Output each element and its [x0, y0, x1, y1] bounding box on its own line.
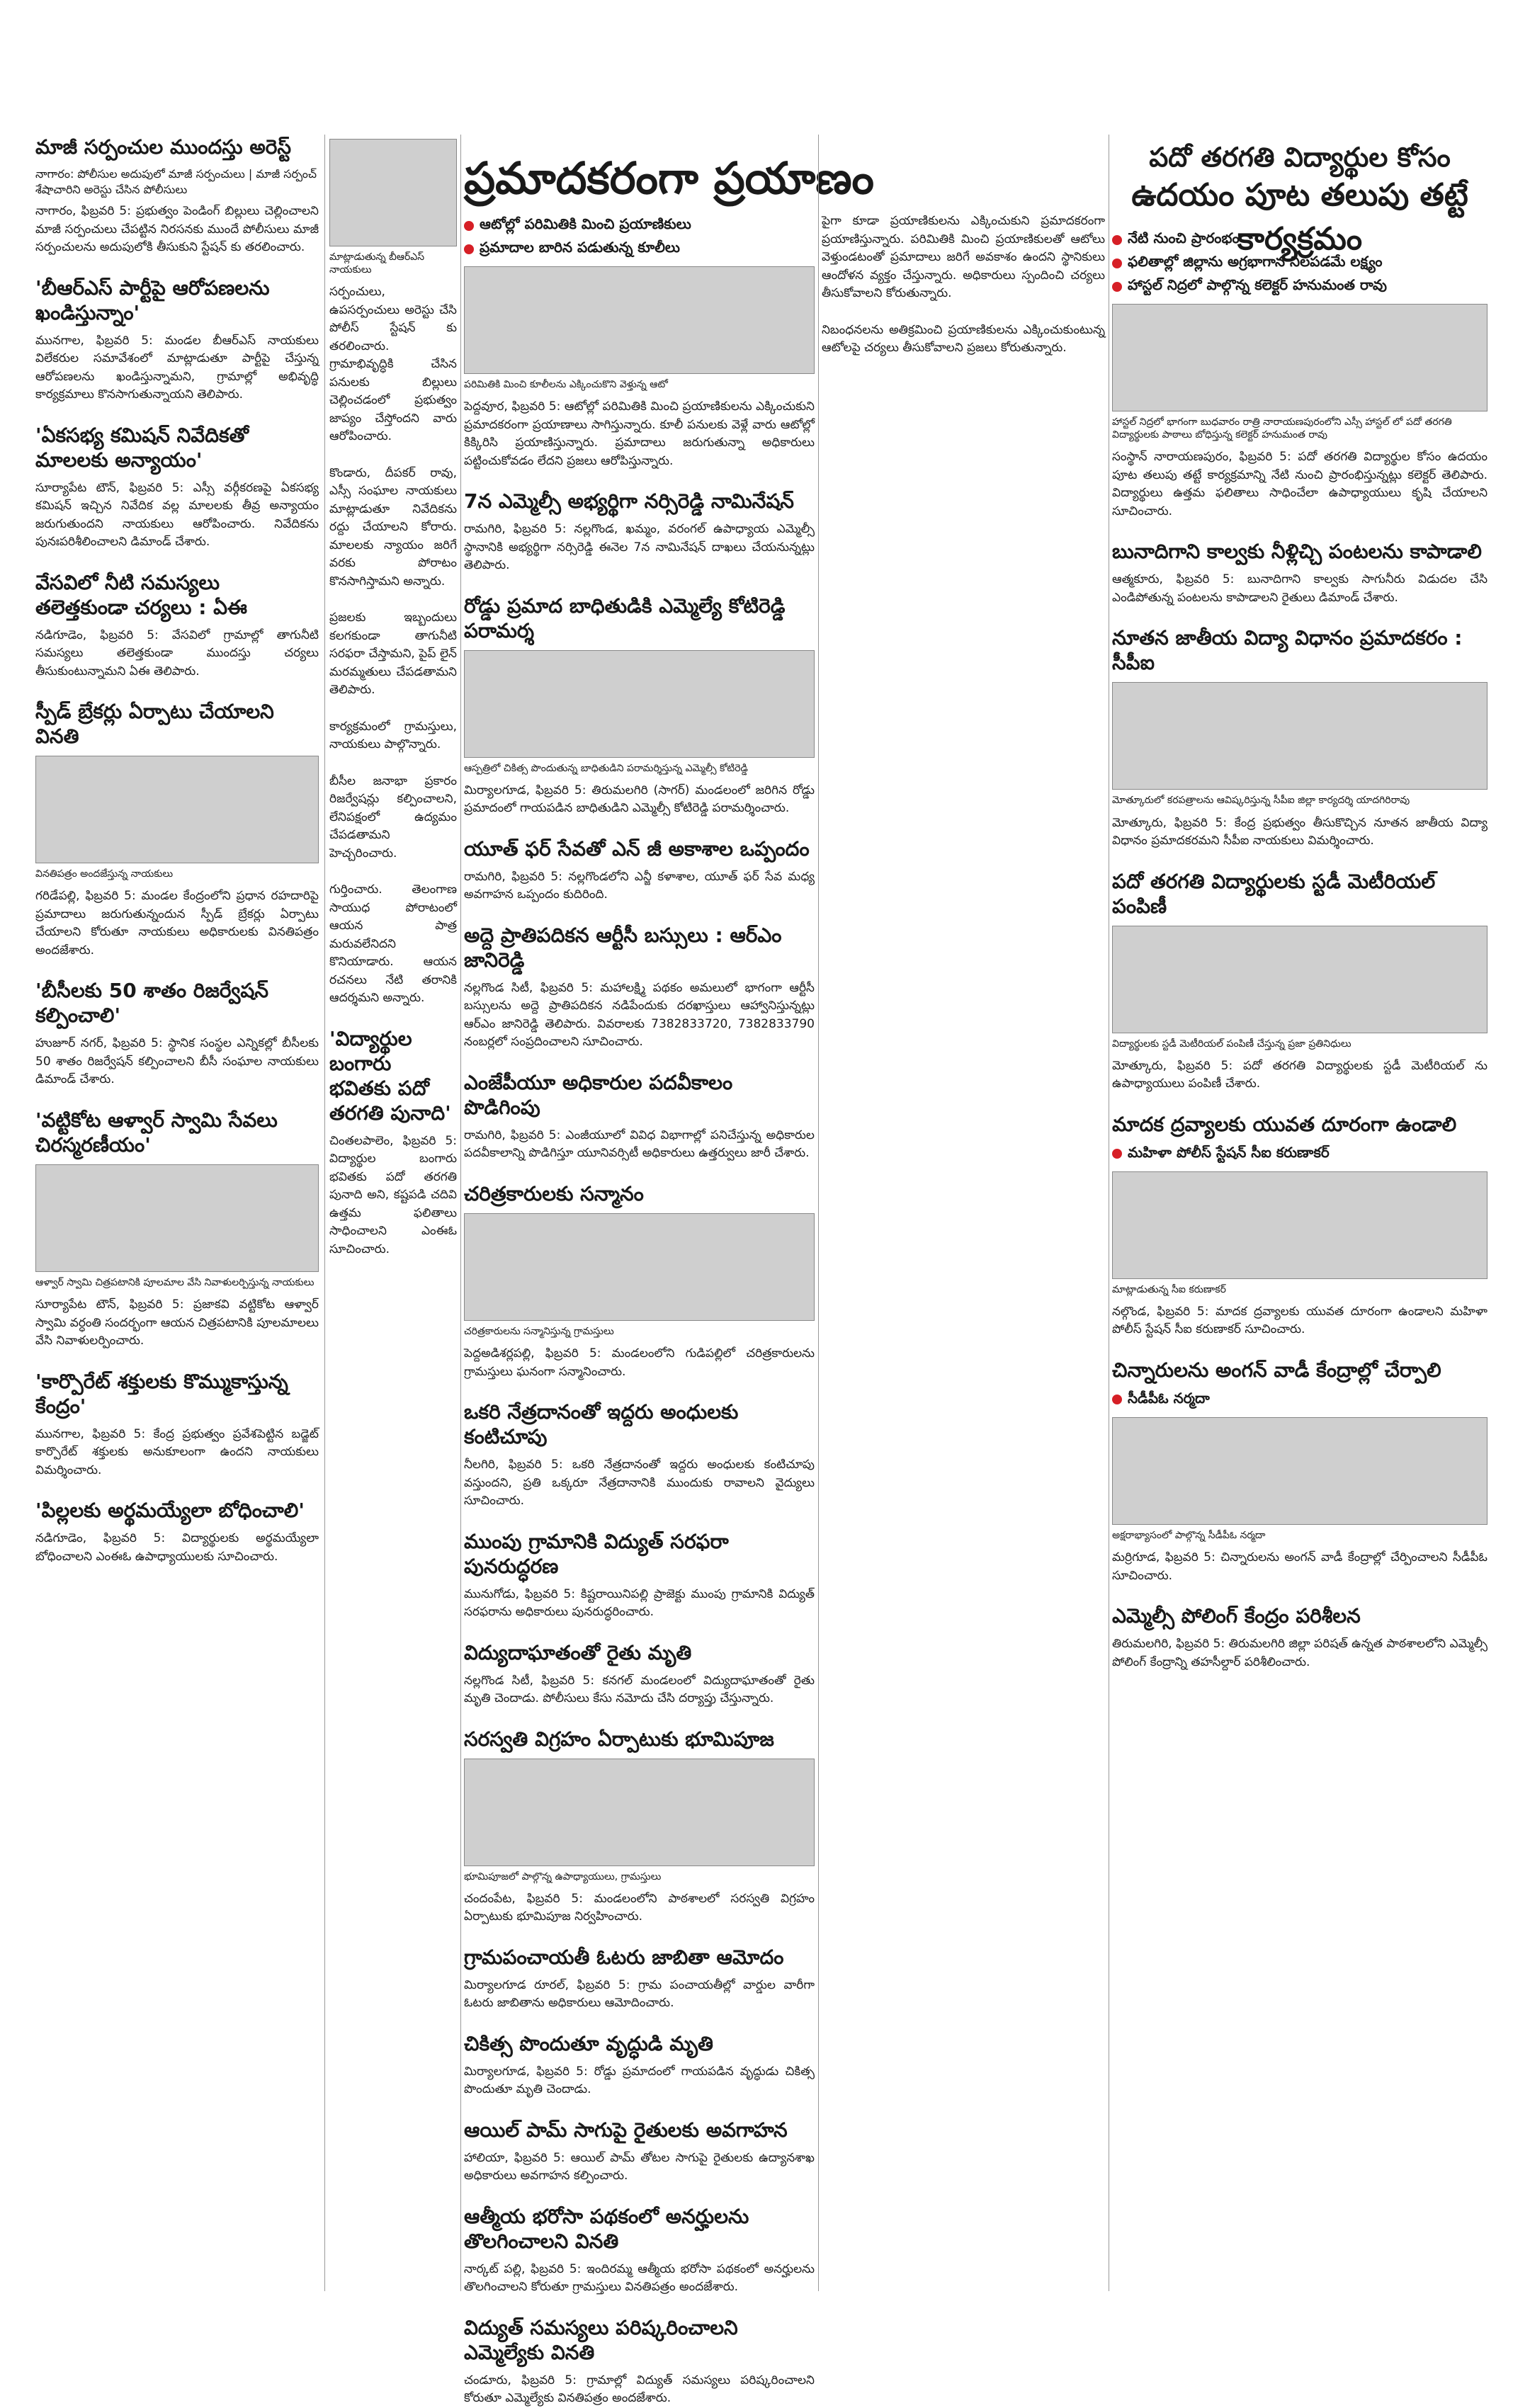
- article-headline: చికిత్స పొందుతూ వృద్ధుడి మృతి: [464, 2031, 713, 2055]
- article: [822, 322, 1105, 358]
- article-headline: రోడ్డు ప్రమాద బాధితుడికి ఎమ్మెల్యే కోటిరెడ్డి పరామర్శ: [464, 594, 786, 642]
- article-body: మిర్యాలగూడ, ఫిబ్రవరి 5: తిరుమలగిరి (సాగర్) మండలంలో జరిగిన రోడ్డు ప్రమాదంలో గాయపడిన బాధితుడిని ఎమ్మెల్సీ కోటిరెడ్డి పరామర్శించారు.: [464, 783, 815, 816]
- article-headline: 'కార్పొరేట్ శక్తులకు కొమ్ముకాస్తున్న కేంద్రం': [35, 1369, 288, 1418]
- article-headline: 'వట్టికోట ఆళ్వార్ స్వామి సేవలు చిరస్మరణీయం': [35, 1108, 278, 1157]
- article: [1112, 539, 1488, 607]
- article: [329, 718, 457, 754]
- photo-caption: వినతిపత్రం అందజేస్తున్న నాయకులు: [35, 868, 174, 880]
- article-headline: బునాదిగాని కాల్వకు నీళ్లిచ్చి పంటలను కాపాడాలి: [1112, 540, 1482, 564]
- article-body: ప్రజలకు ఇబ్బందులు కలగకుండా తాగునీటి సరఫరా చేస్తామని, పైప్ లైన్ మరమ్మతులు చేపడతామని తెలిపారు.: [329, 610, 457, 698]
- article-body: హుజూర్ నగర్, ఫిబ్రవరి 5: స్థానిక సంస్థల ఎన్నికల్లో బీసీలకు 50 శాతం రిజర్వేషన్ కల్పించాలని బీసీ సంఘాల నాయకులు డిమాండ్ చేశారు.: [35, 1036, 319, 1087]
- article-headline: యూత్ ఫర్ సేవతో ఎన్ జీ అకాశాల ఒప్పందం: [464, 836, 810, 861]
- main-headline: ప్రమాదకరంగా ప్రయాణం: [464, 152, 874, 204]
- column-2: [329, 135, 457, 2291]
- right-headline-line2: ఉదయం పూట తలుపు తట్టే కార్యక్రమం: [1131, 177, 1468, 257]
- photo-caption: మోత్కూరులో కరపత్రాలను ఆవిష్కరిస్తున్న సీపీఐ జిల్లా కార్యదర్శి యాదగిరిరావు: [1112, 795, 1410, 807]
- article-headline: పదో తరగతి విద్యార్థులకు స్టడీ మెటీరియల్ పంపిణీ: [1112, 869, 1436, 918]
- news-photo: [1112, 682, 1488, 790]
- article: [464, 2315, 815, 2408]
- article: [329, 881, 457, 1008]
- photo-caption: భూమిపూజలో పాల్గొన్న ఉపాధ్యాయులు, గ్రామస్తులు: [464, 1870, 662, 1882]
- article-body: బీసీల జనాభా ప్రకారం రిజర్వేషన్లు కల్పించాలని, లేనిపక్షంలో ఉద్యమం చేపడతామని హెచ్చరించారు.: [329, 773, 457, 861]
- article-headline: సరస్వతి విగ్రహం ఏర్పాటుకు భూమిపూజ: [464, 1727, 774, 1751]
- article-headline: 'బీఆర్ఎస్ పార్టీపై ఆరోపణలను ఖండిస్తున్నాం': [35, 276, 270, 324]
- article: [464, 594, 815, 818]
- photo-caption: హాస్టల్ నిద్రలో భాగంగా బుధవారం రాత్రి నారాయణపురంలోని ఎస్సీ హాస్టల్ లో పదో తరగతి విద్యార్థులకు పాఠాలు బోధిస్తున్న కలెక్టర్ హనుమంత రావు: [1112, 416, 1452, 441]
- article: [329, 1026, 457, 1259]
- article: [464, 836, 815, 904]
- article-body: గరిడేపల్లి, ఫిబ్రవరి 5: మండల కేంద్రంలోని ప్రధాన రహదారిపై ప్రమాదాలు జరుగుతున్నందున స్పీడ్ బ్రేకర్లు ఏర్పాటు చేయాలని కోరుతూ నాయకులు అధికారులకు వినతిపత్రం అందజేశారు.: [35, 889, 319, 958]
- photo-caption: విద్యార్థులకు స్టడీ మెటీరియల్ పంపిణీ చేస్తున్న ప్రజా ప్రతినిధులు: [1112, 1038, 1352, 1050]
- article-body: రామగిరి, ఫిబ్రవరి 5: నల్లగొండలోని ఎన్జీ కళాశాల, యూత్ ఫర్ సేవ మధ్య అవగాహన ఒప్పందం కుదిరింది.: [464, 869, 815, 902]
- article-body: కార్యక్రమంలో గ్రామస్తులు, నాయకులు పాల్గొన్నారు.: [329, 719, 457, 752]
- article-body: ఆత్మకూరు, ఫిబ్రవరి 5: బునాదిగాని కాల్వకు సాగునీరు విడుదల చేసి ఎండిపోతున్న పంటలను కాపాడాలని రైతులు డిమాండ్ చేశారు.: [1112, 572, 1488, 605]
- article: [35, 276, 319, 404]
- column-3: [464, 212, 815, 2406]
- article-headline: స్పీడ్ బ్రేకర్లు ఏర్పాటు చేయాలని వినతి: [35, 700, 274, 749]
- article-headline: ఆయిల్ పామ్ సాగుపై రైతులకు అవగాహన: [464, 2118, 788, 2142]
- article-subheadline: నాగారం: పోలీసుల అదుపులో మాజీ సర్పంచులు | మాజీ సర్పంచ్ శేషాచారిని అరెస్టు చేసిన పోలీసులు: [35, 167, 317, 196]
- photo-caption: మాట్లాడుతున్న బీఆర్ఎస్ నాయకులు: [329, 251, 425, 276]
- bullet-text: ప్రమాదాల బారిన పడుతున్న కూలీలు: [480, 239, 680, 256]
- article: [464, 2204, 815, 2297]
- article: [35, 1108, 319, 1351]
- article: [1112, 1112, 1488, 1339]
- bullet-text: ఆటోల్లో పరిమితికి మించి ప్రయాణికులు: [480, 215, 691, 232]
- article-headline: అద్దె ప్రాతిపదికన ఆర్టీసీ బస్సులు : ఆర్ఎం జానిరెడ్డి: [464, 923, 782, 972]
- article: [464, 215, 815, 470]
- article: [35, 1498, 319, 1566]
- article-headline: మాజీ సర్పంచుల ముందస్తు అరెస్ట్: [35, 135, 292, 159]
- column-divider: [460, 135, 461, 2291]
- article: [464, 1399, 815, 1511]
- bullet-list: [1112, 1144, 1488, 1164]
- article-headline: ఎంజేపీయూ అధికారుల పదవీకాలం పొడిగింపు: [464, 1070, 733, 1119]
- bullet-item: [464, 215, 815, 236]
- article: [329, 465, 457, 591]
- article-body: పైగా కూడా ప్రయాణికులను ఎక్కించుకుని ప్రమాదకరంగా ప్రయాణిస్తున్నారు. పరిమితికి మించి ప్రయాణికులతో ఆటోలు వెళ్తుండటంతో ప్రమాదాలు జరిగే అవకాశం ఉందని స్థానికులు ఆందోళన వ్యక్తం చేస్తున్నారు. అధికారులు స్పందించి చర్యలు తీసుకోవాలని కోరుతున్నారు.: [822, 214, 1105, 300]
- article: [329, 609, 457, 700]
- bullet-text: ఫలితాల్లో జిల్లాను అగ్రభాగాన నిలపడమే లక్ష్యం: [1128, 253, 1383, 270]
- bullet-item: [464, 239, 815, 259]
- article-body: నార్కట్ పల్లి, ఫిబ్రవరి 5: ఇందిరమ్మ ఆత్మీయ భరోసా పథకంలో అనర్హులను తొలగించాలని కోరుతూ గ్రామస్తులు వినతిపత్రం అందజేశారు.: [464, 2261, 815, 2295]
- news-photo: [464, 1759, 815, 1866]
- photo-caption: ఆస్పత్రిలో చికిత్స పొందుతున్న బాధితుడిని పరామర్శిస్తున్న ఎమ్మెల్సీ కోటిరెడ్డి: [464, 762, 748, 774]
- article-body: సూర్యాపేట టౌన్, ఫిబ్రవరి 5: ప్రజాకవి వట్టికోట ఆళ్వార్ స్వామి వర్ధంతి సందర్భంగా ఆయన చిత్రపటానికి పూలమాలలు వేసి నివాళులర్పించారు.: [35, 1297, 319, 1348]
- article-body: నల్లగొండ సిటీ, ఫిబ్రవరి 5: మహాలక్ష్మి పథకం అమలులో భాగంగా ఆర్టీసీ బస్సులను అద్దె ప్రాతిపదికన నడిపేందుకు దరఖాస్తులు ఆహ్వానిస్తున్నట్లు ఆర్ఎం జానిరెడ్డి తెలిపారు. వివరాలకు 7382833720, 7382833790 నంబర్లలో సంప్రదించాలని సూచించారు.: [464, 980, 815, 1050]
- article: [464, 1945, 815, 2013]
- article-headline: మాదక ద్రవ్యాలకు యువత దూరంగా ఉండాలి: [1112, 1112, 1457, 1136]
- article: [464, 2031, 815, 2099]
- bullet-text: మహిళా పోలీస్ స్టేషన్ సీఐ కరుణాకర్: [1128, 1143, 1330, 1161]
- article-body: హాలియా, ఫిబ్రవరి 5: ఆయిల్ పామ్ తోటల సాగుపై రైతులకు ఉద్యానశాఖ అధికారులు అవగాహన కల్పించారు.: [464, 2150, 815, 2183]
- article-headline: 7న ఎమ్మెల్సీ అభ్యర్థిగా నర్సిరెడ్డి నామినేషన్: [464, 489, 794, 513]
- column-4: [822, 212, 1105, 2291]
- article-headline: చిన్నారులను అంగన్ వాడీ కేంద్రాల్లో చేర్పాలి: [1112, 1358, 1441, 1382]
- bullet-dot-icon: [1112, 1149, 1122, 1159]
- article-headline: నూతన జాతీయ విద్యా విధానం ప్రమాదకరం : సీపీఐ: [1112, 626, 1463, 675]
- photo-caption: ఆళ్వార్ స్వామి చిత్రపటానికి పూలమాల వేసి నివాళులర్పిస్తున్న నాయకులు: [35, 1276, 314, 1288]
- article-body: నాగారం, ఫిబ్రవరి 5: ప్రభుత్వం పెండింగ్ బిల్లులు చెల్లించాలని మాజీ సర్పంచులు చేపట్టిన నిరసనకు ముందే పోలీసులు మాజీ సర్పంచులను అదుపులోకి తీసుకుని స్టేషన్ కు తరలించారు.: [35, 204, 319, 255]
- article-body: సూర్యాపేట టౌన్, ఫిబ్రవరి 5: ఎస్సీ వర్గీకరణపై ఏకసభ్య కమిషన్ ఇచ్చిన నివేదిక వల్ల మాలలకు తీవ్ర అన్యాయం జరుగుతుందని నాయకులు ఆరోపించారు. నివేదికను పునఃపరిశీలించాలని డిమాండ్ చేశారు.: [35, 480, 319, 550]
- news-photo: [1112, 1171, 1488, 1279]
- bullet-dot-icon: [464, 221, 474, 231]
- bullet-item: [1112, 1390, 1488, 1410]
- bullet-item: [1112, 276, 1488, 297]
- article-headline: ముంపు గ్రామానికి విద్యుత్ సరఫరా పునరుద్ధరణ: [464, 1529, 729, 1578]
- right-headline-line1: పదో తరగతి విద్యార్థుల కోసం: [1149, 142, 1451, 173]
- article-headline: ఎమ్మెల్సీ పోలింగ్ కేంద్రం పరిశీలన: [1112, 1604, 1361, 1628]
- article: [35, 699, 319, 960]
- news-photo: [1112, 1417, 1488, 1525]
- article: [464, 923, 815, 1052]
- article-body: రామగిరి, ఫిబ్రవరి 5: ఎంజీయూలో వివిధ విభాగాల్లో పనిచేస్తున్న అధికారుల పదవీకాలాన్ని పొడిగిస్తూ యూనివర్సిటీ అధికారులు ఉత్తర్వులు జారీ చేశారు.: [464, 1128, 815, 1161]
- column-divider: [324, 135, 325, 2291]
- article-body: పెద్దఅడిశర్లపల్లి, ఫిబ్రవరి 5: మండలంలోని గుడిపల్లిలో చరిత్రకారులను గ్రామస్తులు ఘనంగా సన్మానించారు.: [464, 1346, 815, 1379]
- article-headline: విద్యుత్ సమస్యలు పరిష్కరించాలని ఎమ్మెల్యేకు వినతి: [464, 2315, 738, 2364]
- article: [822, 212, 1105, 303]
- bullet-list: [1112, 1390, 1488, 1410]
- bullet-dot-icon: [1112, 1395, 1122, 1404]
- article: [464, 1529, 815, 1622]
- article-body: నడిగూడెం, ఫిబ్రవరి 5: వేసవిలో గ్రామాల్లో తాగునీటి సమస్యలు తలెత్తకుండా ముందస్తు చర్యలు తీసుకుంటున్నామని ఏఈ తెలిపారు.: [35, 627, 319, 678]
- bullet-item: [1112, 1144, 1488, 1164]
- article-body: నిబంధనలను అతిక్రమించి ప్రయాణికులను ఎక్కించుకుంటున్న ఆటోలపై చర్యలు తీసుకోవాలని ప్రజలు కోరుతున్నారు.: [822, 322, 1105, 355]
- article-headline: విద్యుదాఘాతంతో రైతు మృతి: [464, 1640, 692, 1664]
- article: [35, 1369, 319, 1480]
- article-headline: 'బీసీలకు 50 శాతం రిజర్వేషన్ కల్పించాలి': [35, 979, 268, 1028]
- photo-caption: పరిమితికి మించి కూలీలను ఎక్కించుకొని వెళ్తున్న ఆటో: [464, 379, 668, 390]
- article-body: మోత్కూరు, ఫిబ్రవరి 5: కేంద్ర ప్రభుత్వం తీసుకొచ్చిన నూతన జాతీయ విద్యా విధానం ప్రమాదకరమని సీపీఐ నాయకులు విమర్శించారు.: [1112, 815, 1488, 848]
- bullet-text: సీడీపీఓ నర్మదా: [1128, 1389, 1210, 1407]
- article-body: పెద్దవూర, ఫిబ్రవరి 5: ఆటోల్లో పరిమితికి మించి ప్రయాణికులను ఎక్కించుకుని ప్రమాదకరంగా ప్రయాణాలు సాగిస్తున్నారు. కూలీ పనులకు వెళ్లే వారు ఆటోల్లో కిక్కిరిసి ప్రయాణిస్తున్నారు. ప్రమాదాలు జరుగుతున్నా అధికారులు పట్టించుకోవడం లేదని ప్రజలు ఆరోపిస్తున్నారు.: [464, 399, 815, 468]
- photo-caption: చరిత్రకారులను సన్మానిస్తున్న గ్రామస్తులు: [464, 1325, 614, 1337]
- column-divider: [818, 135, 819, 2291]
- article-headline: 'విద్యార్థుల బంగారు భవితకు పదో తరగతి పునాది': [329, 1026, 451, 1125]
- article-headline: చరిత్రకారులకు సన్మానం: [464, 1181, 644, 1205]
- column-1: [35, 135, 319, 2291]
- article-headline: వేసవిలో నీటి సమస్యలు తలెత్తకుండా చర్యలు : ఏఈ: [35, 570, 247, 619]
- news-photo: [1112, 304, 1488, 411]
- article-body: రామగిరి, ఫిబ్రవరి 5: నల్లగొండ, ఖమ్మం, వరంగల్ ఉపాధ్యాయ ఎమ్మెల్సీ స్థానానికి అభ్యర్థిగా నర్సిరెడ్డి ఈనెల 7న నామినేషన్ దాఖలు చేయనున్నట్లు తెలిపారు.: [464, 522, 815, 573]
- article-body: మిర్యాలగూడ రూరల్, ఫిబ్రవరి 5: గ్రామ పంచాయతీల్లో వార్డుల వారీగా ఓటరు జాబితాను అధికారులు ఆమోదించారు.: [464, 1977, 815, 2011]
- article-headline: 'ఏకసభ్య కమిషన్ నివేదికతో మాలలకు అన్యాయం': [35, 423, 249, 472]
- news-photo: [35, 756, 319, 863]
- column-5: [1112, 227, 1488, 2291]
- article-body: మునగాల, ఫిబ్రవరి 5: కేంద్ర ప్రభుత్వం ప్రవేశపెట్టిన బడ్జెట్ కార్పొరేట్ శక్తులకు అనుకూలంగా ఉందని నాయకులు విమర్శించారు.: [35, 1426, 319, 1477]
- news-photo: [464, 1213, 815, 1321]
- bullet-item: [1112, 253, 1488, 273]
- article-body: నల్గొండ, ఫిబ్రవరి 5: మాదక ద్రవ్యాలకు యువత దూరంగా ఉండాలని మహిళా పోలీస్ స్టేషన్ సీఐ కరుణాకర్ సూచించారు.: [1112, 1304, 1488, 1337]
- article: [464, 1070, 815, 1163]
- article-body: కొండారు, దీపకర్ రావు, ఎస్సీ సంఘాల నాయకులు మాట్లాడుతూ నివేదికను రద్దు చేయాలని కోరారు. మాలలకు న్యాయం జరిగే వరకు పోరాటం కొనసాగిస్తామని అన్నారు.: [329, 465, 457, 589]
- article-headline: 'పిల్లలకు అర్థమయ్యేలా బోధించాలి': [35, 1499, 305, 1523]
- article-body: మోత్కూరు, ఫిబ్రవరి 5: పదో తరగతి విద్యార్థులకు స్టడీ మెటీరియల్ ను ఉపాధ్యాయులు పంపిణీ చేశారు.: [1112, 1058, 1488, 1091]
- bullet-text: నేటి నుంచి ప్రారంభం: [1128, 229, 1240, 246]
- article-headline: గ్రామపంచాయతీ ఓటరు జాబితా ఆమోదం: [464, 1945, 784, 1969]
- article-body: మునుగోడు, ఫిబ్రవరి 5: కిష్టరాయినిపల్లి ప్రాజెక్టు ముంపు గ్రామానికి విద్యుత్ సరఫరాను అధికారులు పునరుద్ధరించారు.: [464, 1586, 815, 1620]
- news-photo: [329, 139, 457, 246]
- article: [1112, 229, 1488, 521]
- bullet-list: [464, 215, 815, 259]
- article-body: నల్లగొండ సిటీ, ఫిబ్రవరి 5: కనగల్ మండలంలో విద్యుదాఘాతంతో రైతు మృతి చెందాడు. పోలీసులు కేసు నమోదు చేసి దర్యాప్తు చేస్తున్నారు.: [464, 1673, 815, 1706]
- article-body: గుర్తించారు. తెలంగాణ సాయుధ పోరాటంలో ఆయన పాత్ర మరువలేనిదని కొనియాడారు. ఆయన రచనలు నేటి తరానికి ఆదర్శమని అన్నారు.: [329, 882, 457, 1006]
- news-photo: [1112, 926, 1488, 1033]
- article: [464, 2118, 815, 2186]
- article: [1112, 1603, 1488, 1671]
- article: [329, 139, 457, 446]
- article: [1112, 1358, 1488, 1585]
- article: [35, 423, 319, 552]
- bullet-text: హాస్టల్ నిద్రలో పాల్గొన్న కలెక్టర్ హనుమంత రావు: [1128, 276, 1387, 293]
- article: [1112, 869, 1488, 1094]
- article-body: సంస్థాన్ నారాయణపురం, ఫిబ్రవరి 5: పదో తరగతి విద్యార్థుల కోసం ఉదయం పూట తలుపు తట్టే కార్యక్రమాన్ని నేటి నుంచి ప్రారంభిస్తున్నట్లు కలెక్టర్ తెలిపారు. విద్యార్థులు ఉత్తమ ఫలితాలు సాధించేలా ఉపాధ్యాయులు కృషి చేయాలని సూచించారు.: [1112, 450, 1488, 518]
- article-body: నీలగిరి, ఫిబ్రవరి 5: ఒకరి నేత్రదానంతో ఇద్దరు అంధులకు కంటిచూపు వస్తుందని, ప్రతి ఒక్కరూ నేత్రదానానికి ముందుకు రావాలని వైద్యులు సూచించారు.: [464, 1458, 815, 1509]
- photo-caption: మాట్లాడుతున్న సీఐ కరుణాకర్: [1112, 1283, 1226, 1295]
- bullet-item: [1112, 229, 1488, 250]
- article-body: మిర్యాలగూడ, ఫిబ్రవరి 5: రోడ్డు ప్రమాదంలో గాయపడిన వృద్ధుడు చికిత్స పొందుతూ మృతి చెందాడు.: [464, 2064, 815, 2097]
- news-photo: [35, 1164, 319, 1272]
- article-body: చందంపేట, ఫిబ్రవరి 5: మండలంలోని పాఠశాలలో సరస్వతి విగ్రహం ఏర్పాటుకు భూమిపూజ నిర్వహించారు.: [464, 1891, 815, 1924]
- bullet-dot-icon: [1112, 235, 1122, 245]
- article-body: చండూరు, ఫిబ్రవరి 5: గ్రామాల్లో విద్యుత్ సమస్యలు పరిష్కరించాలని కోరుతూ ఎమ్మెల్యేకు వినతిపత్రం అందజేశారు.: [464, 2373, 815, 2406]
- article-body: తిరుమలగిరి, ఫిబ్రవరి 5: తిరుమలగిరి జిల్లా పరిషత్ ఉన్నత పాఠశాలలోని ఎమ్మెల్సీ పోలింగ్ కేంద్రాన్ని తహసీల్దార్ పరిశీలించారు.: [1112, 1637, 1488, 1669]
- article: [464, 1727, 815, 1926]
- news-photo: [464, 266, 815, 374]
- article-body: మునగాల, ఫిబ్రవరి 5: మండల బీఆర్ఎస్ నాయకులు విలేకరుల సమావేశంలో మాట్లాడుతూ పార్టీపై చేస్తున్న ఆరోపణలను ఖండిస్తున్నామని, గ్రామాల్లో అభివృద్ధి కార్యక్రమాలు కొనసాగుతున్నాయని తెలిపారు.: [35, 333, 319, 402]
- article-headline: ఆత్మీయ భరోసా పథకంలో అనర్హులను తొలగించాలని వినతి: [464, 2204, 749, 2253]
- article-body: నడిగూడెం, ఫిబ్రవరి 5: విద్యార్థులకు అర్థమయ్యేలా బోధించాలని ఎంఈఓ ఉపాధ్యాయులకు సూచించారు.: [35, 1531, 319, 1564]
- article: [35, 978, 319, 1089]
- article: [329, 773, 457, 863]
- article: [1112, 625, 1488, 850]
- article: [464, 1640, 815, 1708]
- news-photo: [464, 650, 815, 758]
- article-headline: ఒకరి నేత్రదానంతో ఇద్దరు అంధులకు కంటిచూపు: [464, 1400, 739, 1449]
- bullet-list: [1112, 229, 1488, 297]
- photo-caption: అక్షరాభ్యాసంలో పాల్గొన్న సీడీపీఓ నర్మదా: [1112, 1529, 1266, 1541]
- article: [35, 570, 319, 681]
- article-body: మర్రిగూడ, ఫిబ్రవరి 5: చిన్నారులను అంగన్ వాడీ కేంద్రాల్లో చేర్పించాలని సీడీపీఓ సూచించారు.: [1112, 1550, 1488, 1583]
- bullet-dot-icon: [1112, 259, 1122, 268]
- article: [464, 489, 815, 575]
- article-body: చింతలపాలెం, ఫిబ్రవరి 5: విద్యార్థుల బంగారు భవితకు పదో తరగతి పునాది అని, కష్టపడి చదివి ఉత్తమ ఫలితాలు సాధించాలని ఎంఈఓ సూచించారు.: [329, 1133, 457, 1256]
- bullet-dot-icon: [1112, 282, 1122, 292]
- article-body: సర్పంచులు, ఉపసర్పంచులు అరెస్టు చేసి పోలీస్ స్టేషన్ కు తరలించారు. గ్రామాభివృద్ధికి చేసిన పనులకు బిల్లులు చెల్లించడంలో ప్రభుత్వం జాప్యం చేస్తోందని వారు ఆరోపించారు.: [329, 285, 457, 444]
- bullet-dot-icon: [464, 244, 474, 254]
- article: [464, 1181, 815, 1381]
- article: [35, 135, 319, 257]
